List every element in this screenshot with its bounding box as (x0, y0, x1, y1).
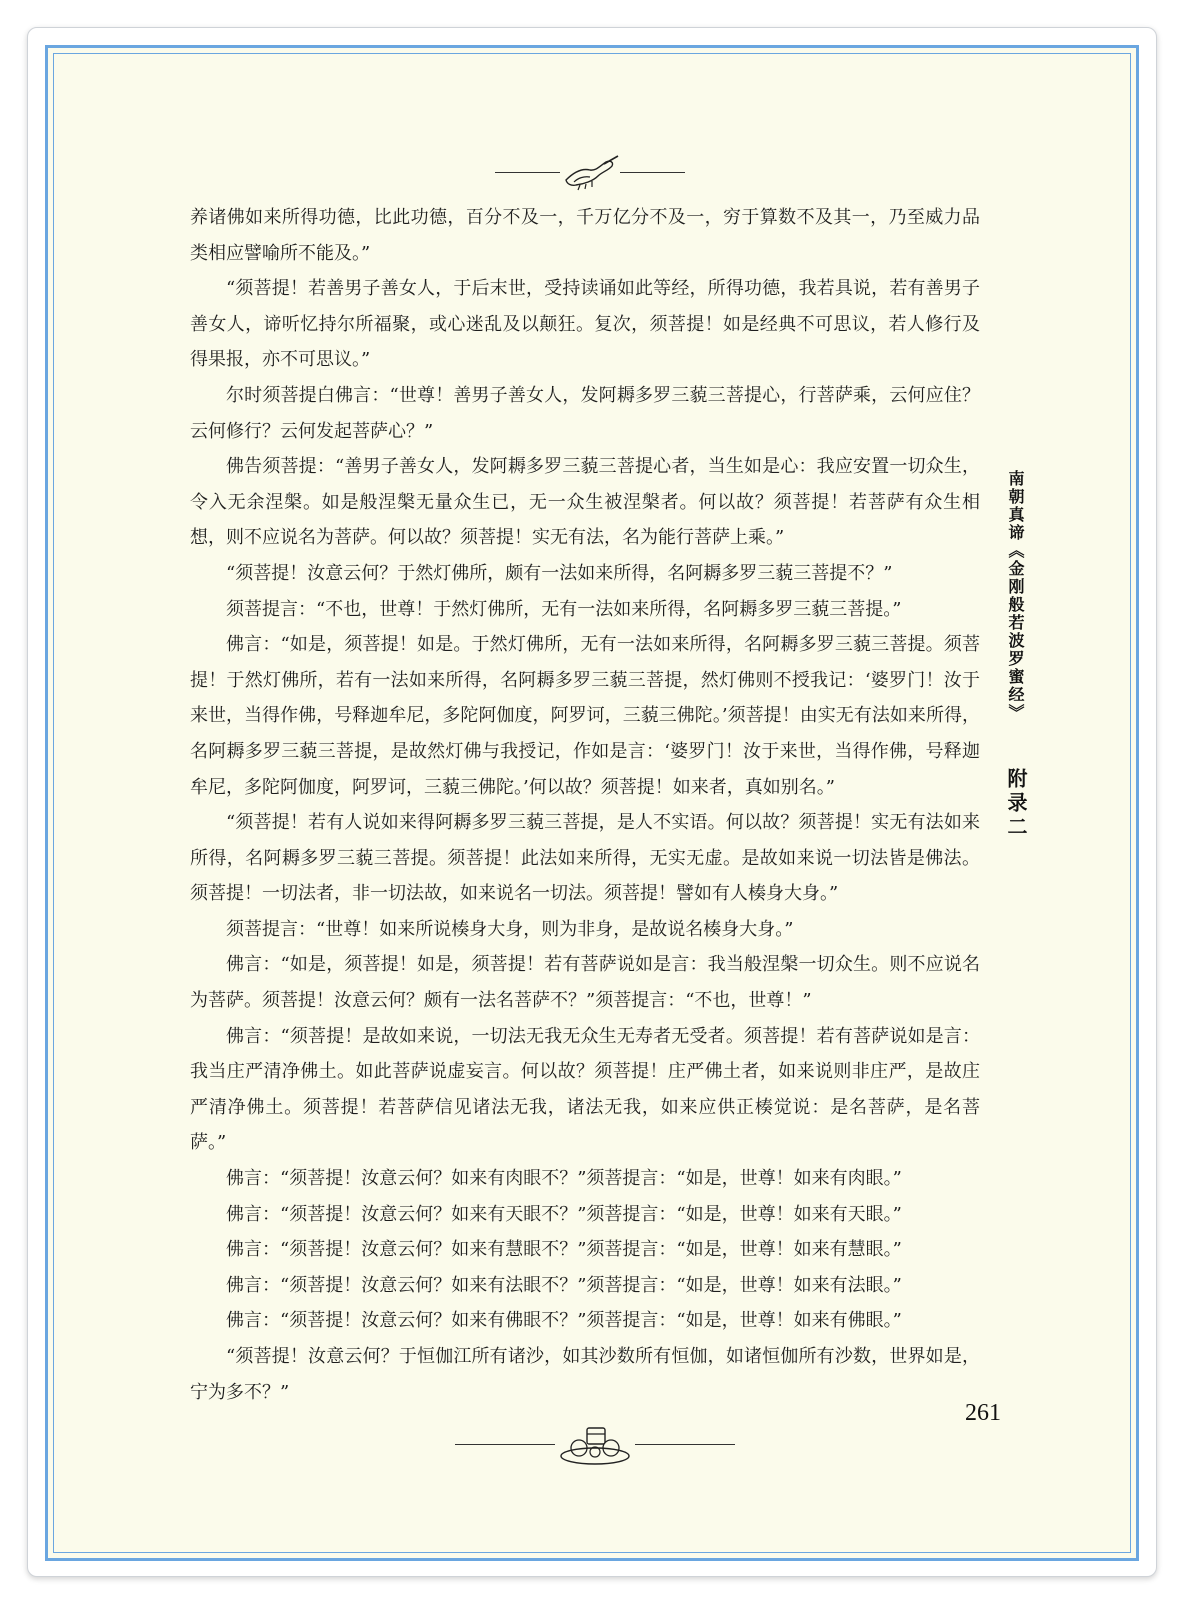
paragraph: 佛言：“须菩提！汝意云何？如来有法眼不？”须菩提言：“如是，世尊！如来有法眼。” (226, 1274, 902, 1296)
ornament-rule-right (620, 172, 685, 173)
running-title: 南朝真谛《金刚般若波罗蜜经》 (1006, 470, 1025, 722)
paragraph: “须菩提！若有人说如来得阿耨多罗三藐三菩提，是人不实语。何以故？须菩提！实无有法如来所得，名阿耨多罗三藐三菩提。须菩提！此法如来所得，无实无虚。是故如来说一切法皆是佛法。须菩提！一切法者，非一切法故，如来说名一切法。须菩提！譬如有人楱身大身。” (190, 812, 980, 905)
paragraph: 佛言：“须菩提！是故如来说，一切法无我无众生无寿者无受者。须菩提！若有菩萨说如是言：我当庄严清净佛土。如此菩萨说虚妄言。何以故？须菩提！庄严佛土者，如来说则非庄严，是故庄严清净佛土。须菩提！若菩萨信见诸法无我，诸法无我，如来应供正楱觉说：是名菩萨，是名菩萨。” (190, 1025, 980, 1154)
treasure-pile-icon (555, 1422, 635, 1466)
paragraph: 尔时须菩提白佛言：“世尊！善男子善女人，发阿耨多罗三藐三菩提心，行菩萨乘，云何应住？云何修行？云何发起菩萨心？” (190, 384, 980, 442)
appendix-label: 附录二 (1004, 768, 1028, 840)
paragraph: 佛言：“须菩提！汝意云何？如来有天眼不？”须菩提言：“如是，世尊！如来有天眼。” (226, 1203, 902, 1225)
treasure-pile-ornament (425, 1420, 765, 1468)
paragraph: 佛言：“如是，须菩提！如是。于然灯佛所，无有一法如来所得，名阿耨多罗三藐三菩提。须菩提！于然灯佛所，若有一法如来所得，名阿耨多罗三藐三菩提，然灯佛则不授我记：‘婆罗门！汝于来世，当得作佛，号释迦牟尼，多陀阿伽度，阿罗诃，三藐三佛陀。’须菩提！由实无有法如来所得，名阿耨多罗三藐三菩提，是故然灯佛与我授记，作如是言：‘婆罗门！汝于来世，当得作佛，号释迦牟尼，多陀阿伽度，阿罗诃，三藐三佛陀。’何以故？须菩提！如来者，真如别名。” (190, 634, 980, 798)
paragraph: “须菩提！汝意云何？于然灯佛所，颇有一法如来所得，名阿耨多罗三藐三菩提不？” (226, 562, 893, 584)
page-number: 261 (965, 1400, 1001, 1426)
paragraph: 佛告须菩提：“善男子善女人，发阿耨多罗三藐三菩提心者，当生如是心：我应安置一切众生，令入无余涅槃。如是般涅槃无量众生已，无一众生被涅槃者。何以故？须菩提！若菩萨有众生相想，则不应说名为菩萨。何以故？须菩提！实无有法，名为能行菩萨上乘。” (190, 456, 980, 549)
paragraph: 佛言：“如是，须菩提！如是，须菩提！若有菩萨说如是言：我当般涅槃一切众生。则不应说名为菩萨。须菩提！汝意云何？颇有一法名菩萨不？”须菩提言：“不也，世尊！” (190, 954, 980, 1012)
paragraph: 养诸佛如来所得功德，比此功德，百分不及一，千万亿分不及一，穷于算数不及其一，乃至威力品类相应譬喻所不能及。” (190, 207, 980, 264)
paragraph: 佛言：“须菩提！汝意云何？如来有佛眼不？”须菩提言：“如是，世尊！如来有佛眼。” (226, 1310, 902, 1332)
paragraph: 佛言：“须菩提！汝意云何？如来有肉眼不？”须菩提言：“如是，世尊！如来有肉眼。” (226, 1168, 902, 1190)
paragraph: 须菩提言：“世尊！如来所说楱身大身，则为非身，是故说名楱身大身。” (226, 918, 794, 940)
paragraph: “须菩提！若善男子善女人，于后末世，受持读诵如此等经，所得功德，我若具说，若有善男子善女人，谛听忆持尔所福聚，或心迷乱及以颠狂。复次，须菩提！如是经典不可思议，若人修行及得果报，亦不可思议。” (190, 278, 980, 371)
ornament-rule-left (455, 1444, 555, 1445)
hand-brush-icon (560, 152, 620, 192)
paragraph: “须菩提！汝意云何？于恒伽江所有诸沙，如其沙数所有恒伽，如诸恒伽所有沙数，世界如是，宁为多不？” (190, 1346, 980, 1403)
ornament-rule-right (635, 1444, 735, 1445)
ornament-rule-left (495, 172, 560, 173)
paragraph: 佛言：“须菩提！汝意云何？如来有慧眼不？”须菩提言：“如是，世尊！如来有慧眼。” (226, 1239, 902, 1261)
body-text (190, 200, 980, 1410)
paragraph: 须菩提言：“不也，世尊！于然灯佛所，无有一法如来所得，名阿耨多罗三藐三菩提。” (226, 598, 902, 620)
hand-brush-ornament (490, 150, 690, 194)
